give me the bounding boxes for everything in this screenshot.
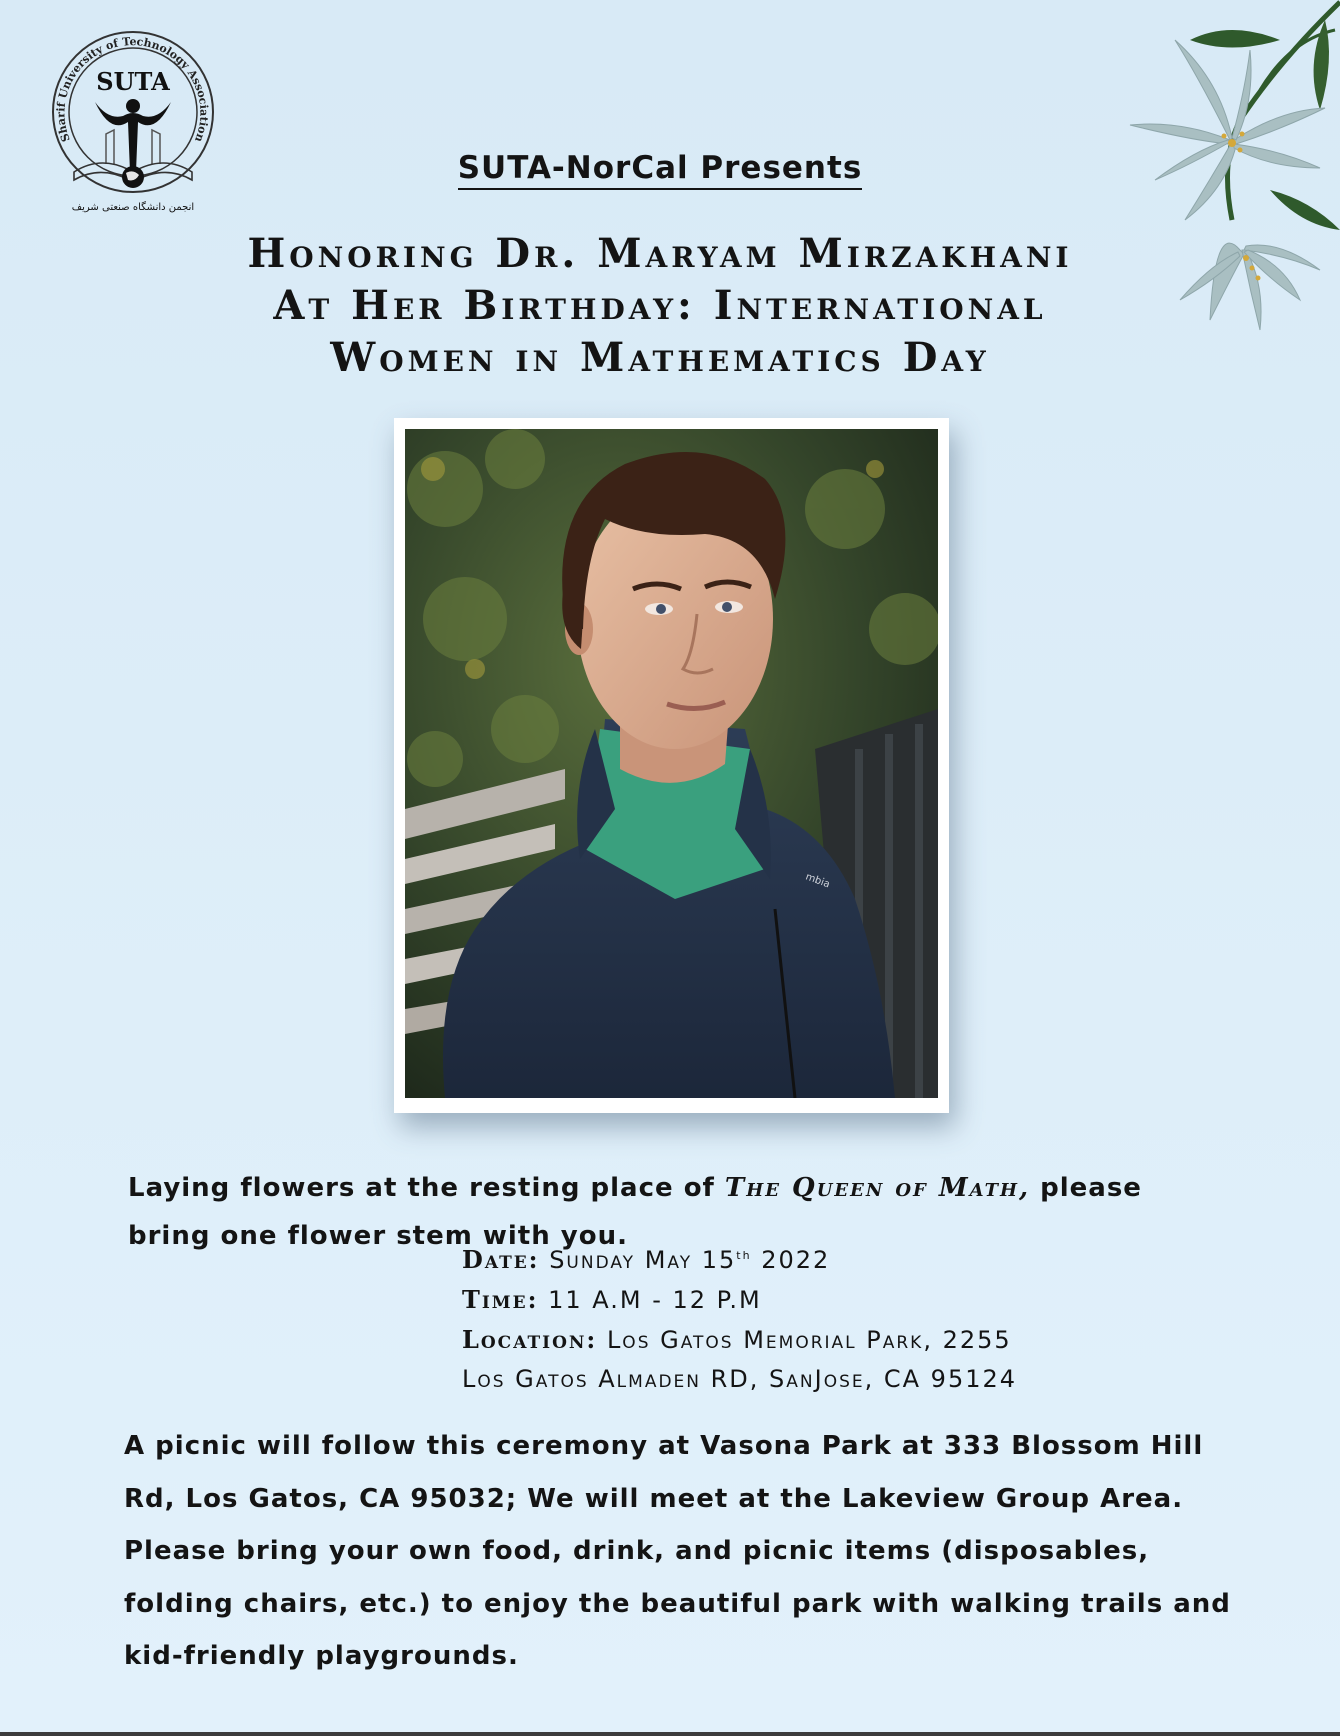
intro-text-before: Laying flowers at the resting place of — [128, 1173, 725, 1203]
logo-ring-text: Sharif University of Technology Association — [54, 35, 211, 144]
picnic-paragraph: A picnic will follow this ceremony at Vasona Park at 333 Blossom Hill Rd, Los Gatos, CA 95032; We will meet at the Lakeview Group Area. Please bring your own food, drink, and picnic items (disposables, folding chairs, etc.) to enjoy the beautiful park with walking trails and kid-friendly playgrounds. — [124, 1431, 1231, 1671]
date-year: 2022 — [761, 1246, 831, 1274]
intro-emphasis: The Queen of Math, — [724, 1173, 1031, 1203]
logo-persian-text: انجمن دانشگاه صنعتی شریف — [71, 202, 195, 213]
location-line-1: Los Gatos Memorial Park, 2255 — [606, 1326, 1012, 1354]
title-line-1: Honoring Dr. Maryam Mirzakhani — [247, 230, 1073, 277]
suta-logo — [40, 22, 226, 218]
date-suffix: th — [736, 1249, 752, 1262]
event-details — [462, 1236, 1242, 1399]
date-value: Sunday May 15 — [549, 1246, 737, 1274]
title-line-2: At Her Birthday: International — [273, 282, 1047, 329]
date-label: Date: — [462, 1245, 540, 1274]
time-label: Time: — [462, 1285, 539, 1314]
location-row-2 — [462, 1360, 1242, 1399]
time-row — [462, 1280, 1242, 1320]
intro-text-after: please bring one flower stem with you. — [128, 1173, 1142, 1251]
presents-heading — [0, 150, 1320, 186]
logo-name: SUTA — [96, 67, 170, 96]
svg-text:mbia: mbia — [803, 871, 832, 891]
presents-text: SUTA-NorCal Presents — [458, 150, 863, 190]
portrait-photo — [405, 429, 938, 1098]
title-line-3: Women in Mathematics Day — [330, 334, 990, 381]
event-title — [150, 228, 1170, 384]
time-value: 11 A.M - 12 P.M — [548, 1286, 762, 1314]
photo-frame — [394, 418, 949, 1113]
location-row — [462, 1320, 1242, 1360]
location-label: Location: — [462, 1325, 598, 1354]
location-line-2: Los Gatos Almaden RD, SanJose, CA 95124 — [462, 1365, 1018, 1393]
date-row — [462, 1236, 1242, 1280]
bottom-divider — [0, 1732, 1340, 1736]
